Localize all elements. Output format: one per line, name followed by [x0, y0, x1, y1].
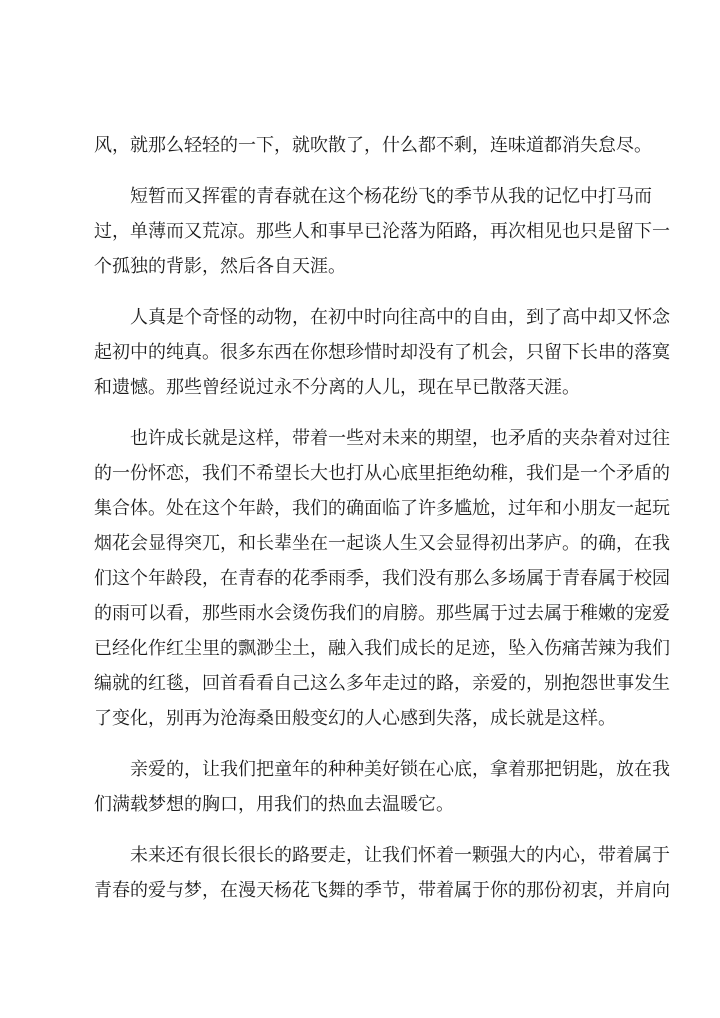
text-line: 过，单薄而又荒凉。那些人和事早已沦落为陌路，再次相见也只是留下一 [94, 221, 670, 242]
text-line: 了变化，别再为沧海桑田般变幻的人心感到失落，成长就是这样。 [94, 708, 616, 729]
text-line: 们满载梦想的胸口，用我们的热血去温暖它。 [94, 794, 454, 815]
paragraph [94, 128, 652, 163]
text-line: 个孤独的背影，然后各自天涯。 [94, 256, 346, 277]
paragraph [94, 752, 670, 822]
text-line: 的一份怀恋，我们不希望长大也打从心底里拒绝幼稚，我们是一个矛盾的 [94, 463, 670, 484]
text-line: 亲爱的，让我们把童年的种种美好锁在心底，拿着那把钥匙，放在我 [130, 759, 670, 780]
text-line: 未来还有很长很长的路要走，让我们怀着一颗强大的内心，带着属于 [130, 845, 670, 866]
paragraph [94, 838, 670, 908]
text-line: 集合体。处在这个年龄，我们的确面临了许多尴尬，过年和小朋友一起玩 [94, 498, 670, 519]
text-line: 们这个年龄段，在青春的花季雨季，我们没有那么多场属于青春属于校园 [94, 568, 670, 589]
text-line: 也许成长就是这样，带着一些对未来的期望，也矛盾的夹杂着对过往 [130, 428, 670, 449]
text-line: 的雨可以看，那些雨水会烫伤我们的肩膀。那些属于过去属于稚嫩的宠爱 [94, 603, 670, 624]
text-line: 起初中的纯真。很多东西在你想珍惜时却没有了机会，只留下长串的落寞 [94, 342, 670, 363]
document-body [94, 128, 670, 924]
paragraph [94, 179, 670, 284]
text-line: 短暂而又挥霍的青春就在这个杨花纷飞的季节从我的记忆中打马而 [130, 186, 652, 207]
text-line: 和遗憾。那些曾经说过永不分离的人儿，现在早已散落天涯。 [94, 377, 580, 398]
text-line: 已经化作红尘里的飘渺尘土，融入我们成长的足迹，坠入伤痛苦辣为我们 [94, 638, 670, 659]
text-line: 人真是个奇怪的动物，在初中时向往高中的自由，到了高中却又怀念 [130, 307, 670, 328]
text-line: 烟花会显得突兀，和长辈坐在一起谈人生又会显得初出茅庐。的确，在我 [94, 533, 670, 554]
text-line: 编就的红毯，回首看看自己这么多年走过的路，亲爱的，别抱怨世事发生 [94, 673, 670, 694]
text-line: 青春的爱与梦，在漫天杨花飞舞的季节，带着属于你的那份初衷，并肩向 [94, 880, 670, 901]
text-line: 风，就那么轻轻的一下，就吹散了，什么都不剩，连味道都消失怠尽。 [94, 135, 652, 156]
paragraph [94, 421, 670, 736]
paragraph [94, 300, 670, 405]
